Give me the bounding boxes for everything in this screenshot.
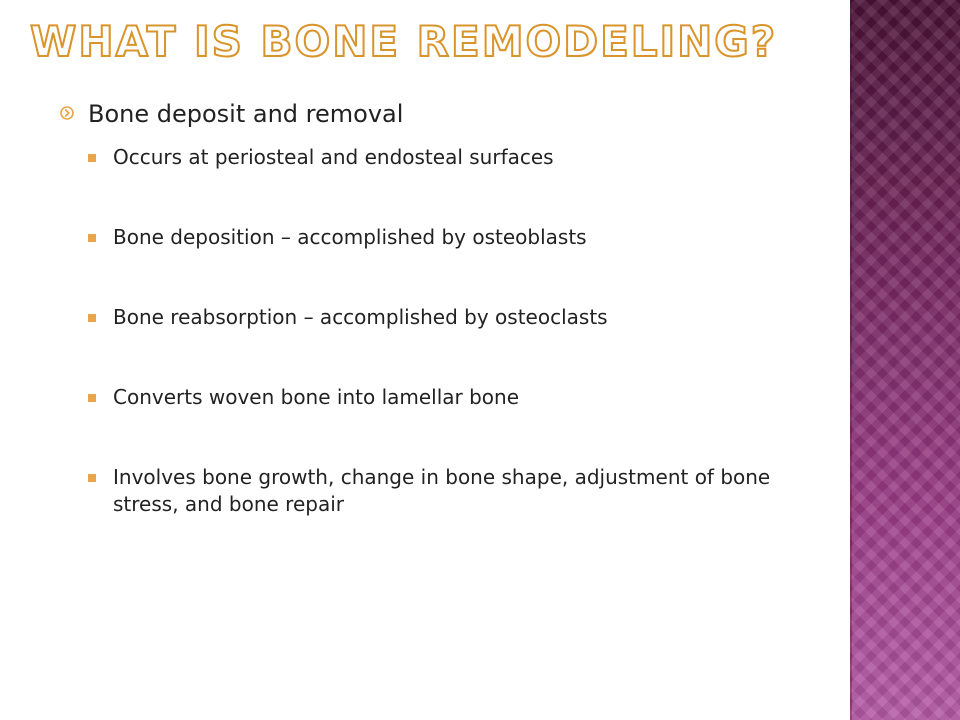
slide-title: WHAT IS BONE REMODELING?	[30, 17, 778, 66]
square-bullet-icon	[88, 474, 96, 482]
square-bullet-icon	[88, 234, 96, 242]
square-bullet-icon	[88, 154, 96, 162]
sub-bullet-item	[88, 464, 830, 518]
main-bullet	[60, 98, 830, 130]
sub-bullet-item	[88, 144, 830, 171]
decorative-side-panel	[850, 0, 960, 720]
square-bullet-icon	[88, 314, 96, 322]
side-panel-edge	[850, 0, 852, 720]
sub-bullet-text: Involves bone growth, change in bone shape, adjustment of bone stress, and bone repair	[113, 465, 771, 516]
sub-bullet-item	[88, 304, 830, 331]
sub-bullet-item	[88, 384, 830, 411]
sub-bullet-text: Bone deposition – accomplished by osteoblasts	[113, 225, 587, 249]
square-bullet-icon	[88, 394, 96, 402]
sub-bullet-text: Bone reabsorption – accomplished by osteoclasts	[113, 305, 608, 329]
slide-content	[60, 98, 830, 518]
circle-arrow-icon	[60, 106, 74, 120]
sub-bullet-text: Converts woven bone into lamellar bone	[113, 385, 520, 409]
sub-bullet-text: Occurs at periosteal and endosteal surfaces	[113, 145, 554, 169]
main-bullet-text: Bone deposit and removal	[88, 100, 404, 128]
sub-bullet-list	[88, 144, 830, 518]
sub-bullet-item	[88, 224, 830, 251]
